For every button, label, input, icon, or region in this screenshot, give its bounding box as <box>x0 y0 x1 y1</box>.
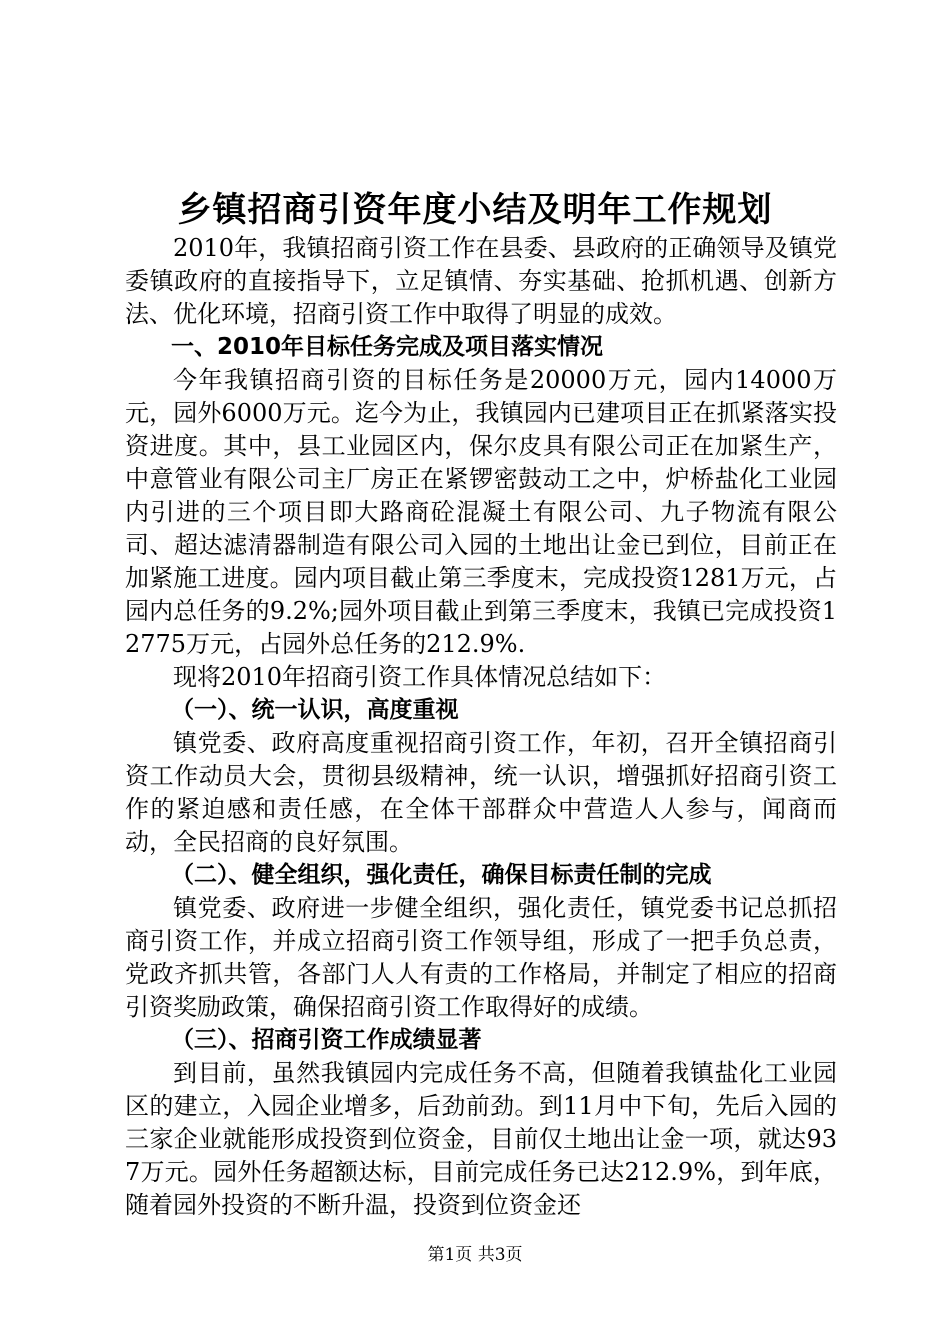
document-body <box>125 232 837 1222</box>
paragraph-summary-lead: 现将2010年招商引资工作具体情况总结如下： <box>173 663 667 691</box>
paragraph-intro: 2010年，我镇招商引资工作在县委、县政府的正确领导及镇党委镇政府的直接指导下，立足镇情、夯实基础、抢抓机遇、创新方法、优化环境，招商引资工作中取得了明显的成效。 <box>125 234 837 328</box>
page-number-footer: 第1页 共3页 <box>427 1245 523 1265</box>
paragraph-organization: 镇党委、政府进一步健全组织，强化责任，镇党委书记总抓招商引资工作，并成立招商引资工作领导组，形成了一把手负总责，党政齐抓共管，各部门人人有责的工作格局，并制定了相应的招商引资奖励政策，确保招商引资工作取得好的成绩。 <box>125 894 837 1021</box>
paragraph-targets: 今年我镇招商引资的目标任务是20000万元，园内14000万元，园外6000万元。迄今为止，我镇园内已建项目正在抓紧落实投资进度。其中，县工业园区内，保尔皮具有限公司正在加紧生产，中意管业有限公司主厂房正在紧锣密鼓动工之中，炉桥盐化工业园内引进的三个项目即大路商砼混凝土有限公司、九子物流有限公司、超达滤清器制造有限公司入园的土地出让金已到位，目前正在加紧施工进度。园内项目截止第三季度末，完成投资1281万元，占园内总任务的9.2%;园外项目截止到第三季度末，我镇已完成投资12775万元，占园外总任务的212.9%. <box>125 366 837 658</box>
document-title: 乡镇招商引资年度小结及明年工作规划 <box>177 190 773 230</box>
subsection-heading-1: （一）、统一认识，高度重视 <box>171 697 459 723</box>
paragraph-achievements: 到目前，虽然我镇园内完成任务不高，但随着我镇盐化工业园区的建立，入园企业增多，后劲前劲。到11月中下旬，先后入园的三家企业就能形成投资到位资金，目前仅土地出让金一项，就达937万元。园外任务超额达标，目前完成任务已达212.9%，到年底，随着园外投资的不断升温，投资到位资金还 <box>125 1059 837 1219</box>
subsection-heading-2: （二）、健全组织，强化责任，确保目标责任制的完成 <box>171 862 712 888</box>
paragraph-unified-understanding: 镇党委、政府高度重视招商引资工作，年初，召开全镇招商引资工作动员大会，贯彻县级精神，统一认识，增强抓好招商引资工作的紧迫感和责任感，在全体干部群众中营造人人参与，闻商而动，全民招商的良好氛围。 <box>125 729 837 856</box>
section-heading-1: 一、2010年目标任务完成及项目落实情况 <box>171 334 604 360</box>
subsection-heading-3: （三）、招商引资工作成绩显著 <box>171 1027 482 1053</box>
